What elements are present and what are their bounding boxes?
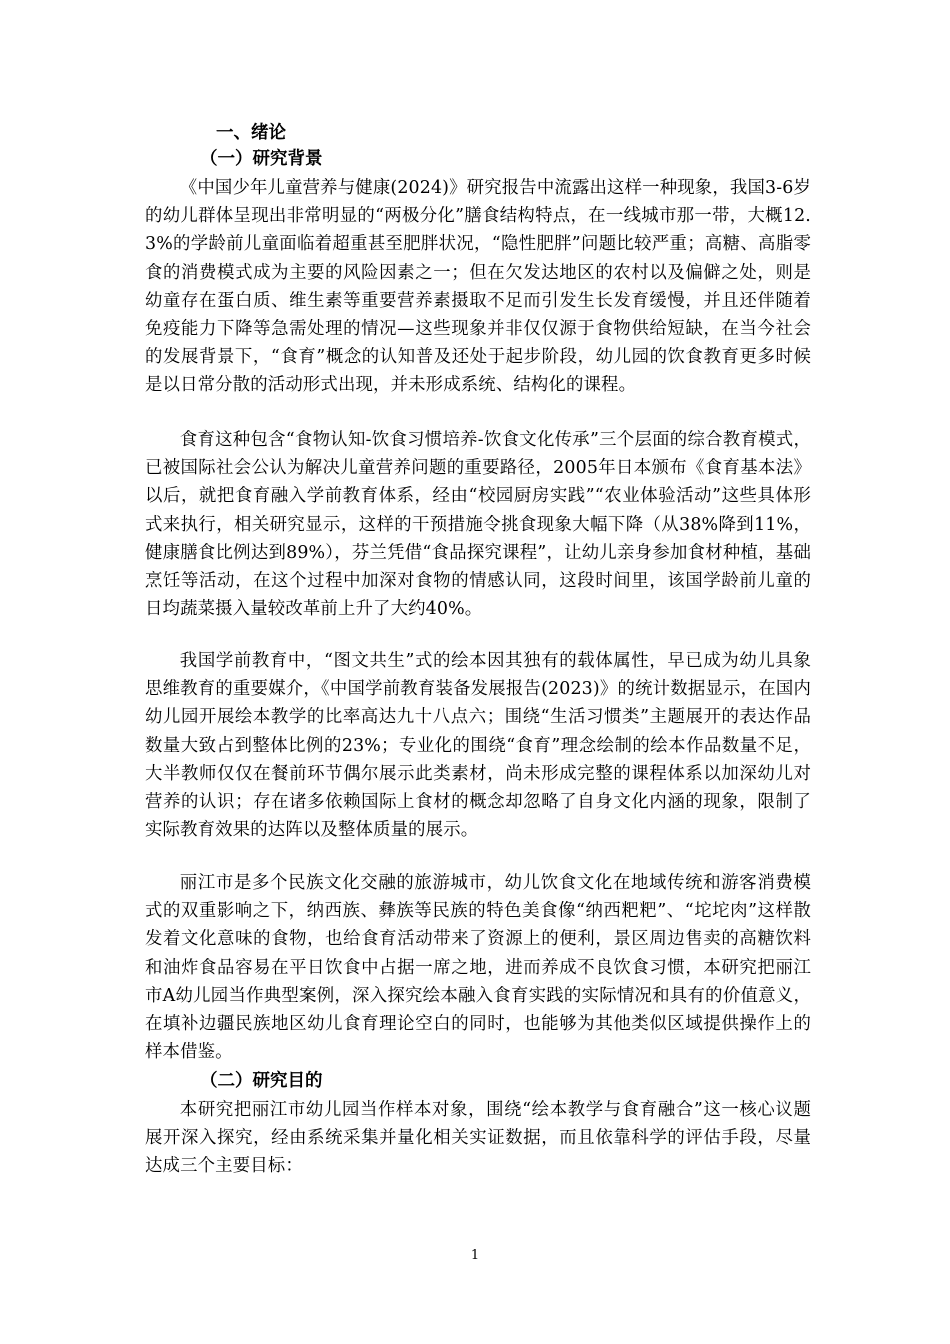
paragraph-background-4: 丽江市是多个民族文化交融的旅游城市，幼儿饮食文化在地域传统和游客消费模式的双重影响之下，纳西族、彝族等民族的特色美食像“纳西粑粑”、“坨坨肉”这样散发着文化意味的食物，也给食育活动带来了资源上的便利，景区周边售卖的高糖饮料和油炸食品容易在平日饮食中占据一席之地，进而养成不良饮食习惯，本研究把丽江市A幼儿园当作典型案例，深入探究绘本融入食育实践的实际情况和具有的价值意义，在填补边疆民族地区幼儿食育理论空白的同时，也能够为其他类似区域提供操作上的样本借鉴。 — [145, 873, 811, 1063]
paragraph-background-2: 食育这种包含“食物认知-饮食习惯培养-饮食文化传承”三个层面的综合教育模式，已被国际社会公认为解决儿童营养问题的重要路径，2005年日本颁布《食育基本法》以后，就把食育融入学前教育体系，经由“校园厨房实践”“农业体验活动”这些具体形式来执行，相关研究显示，这样的干预措施令挑食现象大幅下降（从38%降到11%，健康膳食比例达到89%），芬兰凭借“食品探究课程”，让幼儿亲身参加食材种植，基础烹饪等活动，在这个过程中加深对食物的情感认同，这段时间里，该国学龄前儿童的日均蔬菜摄入量较改革前上升了大约40%。 — [145, 430, 811, 620]
paragraph-background-3: 我国学前教育中，“图文共生”式的绘本因其独有的载体属性，早已成为幼儿具象思维教育的重要媒介，《中国学前教育装备发展报告(2023)》的统计数据显示，在国内幼儿园开展绘本教学的比率高达九十八点六；围绕“生活习惯类”主题展开的表达作品数量大致占到整体比例的23%；专业化的围绕“食育”理念绘制的绘本作品数量不足，大半教师仅仅在餐前环节偶尔展示此类素材，尚未形成完整的课程体系以加深幼儿对营养的认识；存在诸多依赖国际上食材的概念却忽略了自身文化内涵的现象，限制了实际教育效果的达阵以及整体质量的展示。 — [145, 651, 811, 841]
paragraph-purpose-1: 本研究把丽江市幼儿园当作样本对象，围绕“绘本教学与食育融合”这一核心议题展开深入探究，经由系统采集并量化相关实证数据，而且依靠科学的评估手段，尽量达成三个主要目标： — [145, 1100, 811, 1177]
chapter-heading: 一、绪论 — [216, 123, 286, 143]
section-heading-background: （一）研究背景 — [200, 149, 323, 169]
section-heading-purpose: （二）研究目的 — [200, 1071, 323, 1091]
paragraph-background-1: 《中国少年儿童营养与健康(2024)》研究报告中流露出这样一种现象，我国3-6岁的幼儿群体呈现出非常明显的“两极分化”膳食结构特点，在一线城市那一带，大概12.3%的学龄前儿童面临着超重甚至肥胖状况，“隐性肥胖”问题比较严重；高糖、高脂零食的消费模式成为主要的风险因素之一；但在欠发达地区的农村以及偏僻之处，则是幼童存在蛋白质、维生素等重要营养素摄取不足而引发生长发育缓慢，并且还伴随着免疫能力下降等急需处理的情况—这些现象并非仅仅源于食物供给短缺，在当今社会的发展背景下，“食育”概念的认知普及还处于起步阶段，幼儿园的饮食教育更多时候是以日常分散的活动形式出现，并未形成系统、结构化的课程。 — [145, 178, 811, 396]
page-number: 1 — [470, 1248, 480, 1263]
